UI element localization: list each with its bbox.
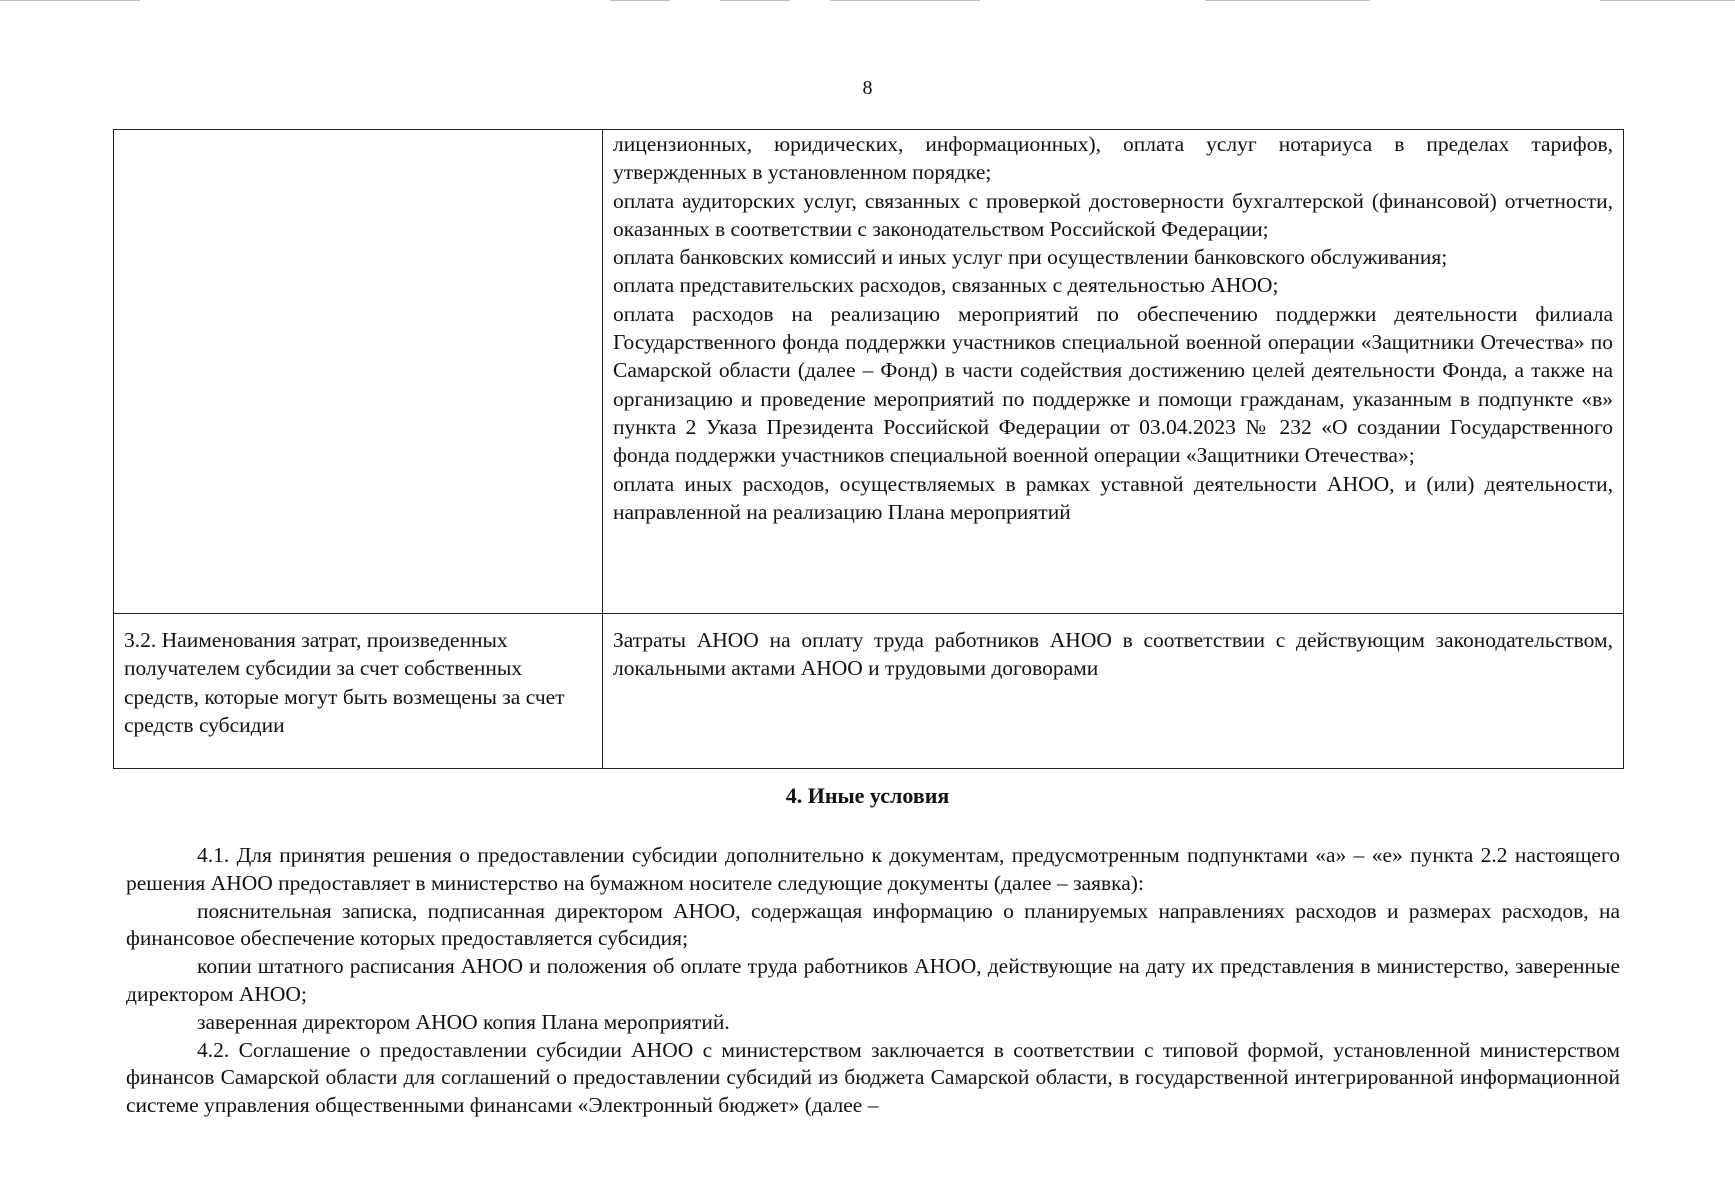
table-cell-cost-description bbox=[603, 614, 1624, 769]
body-paragraph: пояснительная записка, подписанная директором АНОО, содержащая информацию о планируемых направлениях расходов и размерах расходов, на финансовое обеспечение которых предоставляется субсидия; bbox=[126, 898, 1620, 951]
section-body bbox=[126, 842, 1620, 1120]
scan-artifact bbox=[1205, 0, 1370, 1]
scan-artifact bbox=[0, 0, 140, 1]
scan-artifact bbox=[720, 0, 790, 1]
body-paragraph: 4.2. Соглашение о предоставлении субсидии АНОО с министерством заключается в соответствии с типовой формой, установленной министерством финансов Самарской области для соглашений о предоставлении субсидий из бюджета Самарской области, в государственной интегрированной информационной системе управления общественными финансами «Электронный бюджет» (далее – bbox=[126, 1037, 1620, 1118]
cost-description-text: Затраты АНОО на оплату труда работников АНОО в соответствии с действующим законодательством, локальными актами АНОО и трудовыми договорами bbox=[613, 628, 1613, 681]
body-paragraph: копии штатного расписания АНОО и положения об оплате труда работников АНОО, действующие на дату их представления в министерство, заверенные директором АНОО; bbox=[126, 954, 1620, 1006]
section-heading: 4. Иные условия bbox=[785, 783, 950, 808]
cost-paragraph: лицензионных, юридических, информационных), оплата услуг нотариуса в пределах тарифов, утвержденных в установленном порядке; bbox=[613, 132, 1613, 185]
table-cell-cost-list bbox=[603, 130, 1624, 614]
cost-paragraph: оплата иных расходов, осуществляемых в рамках уставной деятельности АНОО, и (или) деятельности, направленной на реализацию Плана мероприятий bbox=[613, 471, 1613, 524]
scan-artifact bbox=[1600, 0, 1735, 1]
table-cell-left-empty bbox=[114, 130, 603, 614]
cost-paragraph: оплата банковских комиссий и иных услуг при осуществлении банковского обслуживания; bbox=[613, 245, 1448, 270]
cost-name-text: 3.2. Наименования затрат, произведенных получателем субсидии за счет собственных средств, которые могут быть возмещены за счет средств субсидии bbox=[124, 628, 565, 737]
page-number: 8 bbox=[862, 77, 873, 99]
cost-paragraph: оплата расходов на реализацию мероприятий по обеспечению поддержки деятельности филиала Государственного фонда поддержки участников специальной военной операции «Защитники Отечества» по Самарской области (далее – Фонд) в части содействия достижению целей деятельности Фонда, а также на организацию и проведение мероприятий по поддержке и помощи гражданам, указанным в подпункте «в» пункта 2 Указа Президента Российской Федерации от 03.04.2023 № 232 «О создании Государственного фонда поддержки участников специальной военной операции «Защитники Отечества»; bbox=[613, 301, 1613, 468]
scan-artifact bbox=[830, 0, 980, 1]
table-row bbox=[114, 614, 1624, 769]
body-paragraph: заверенная директором АНОО копия Плана мероприятий. bbox=[197, 1009, 730, 1034]
table-cell-cost-name bbox=[114, 614, 603, 769]
subsidy-table bbox=[113, 129, 1624, 769]
body-paragraph: 4.1. Для принятия решения о предоставлении субсидии дополнительно к документам, предусмотренным подпунктами «а» – «е» пункта 2.2 настоящего решения АНОО предоставляет в министерство на бумажном носителе следующие документы (далее – заявка): bbox=[126, 843, 1620, 895]
table-row bbox=[114, 130, 1624, 614]
cost-paragraph: оплата аудиторских услуг, связанных с проверкой достоверности бухгалтерской (финансовой) отчетности, оказанных в соответствии с законодательством Российской Федерации; bbox=[613, 188, 1613, 241]
scan-artifact bbox=[610, 0, 670, 1]
cost-paragraph: оплата представительских расходов, связанных с деятельностью АНОО; bbox=[613, 273, 1279, 298]
